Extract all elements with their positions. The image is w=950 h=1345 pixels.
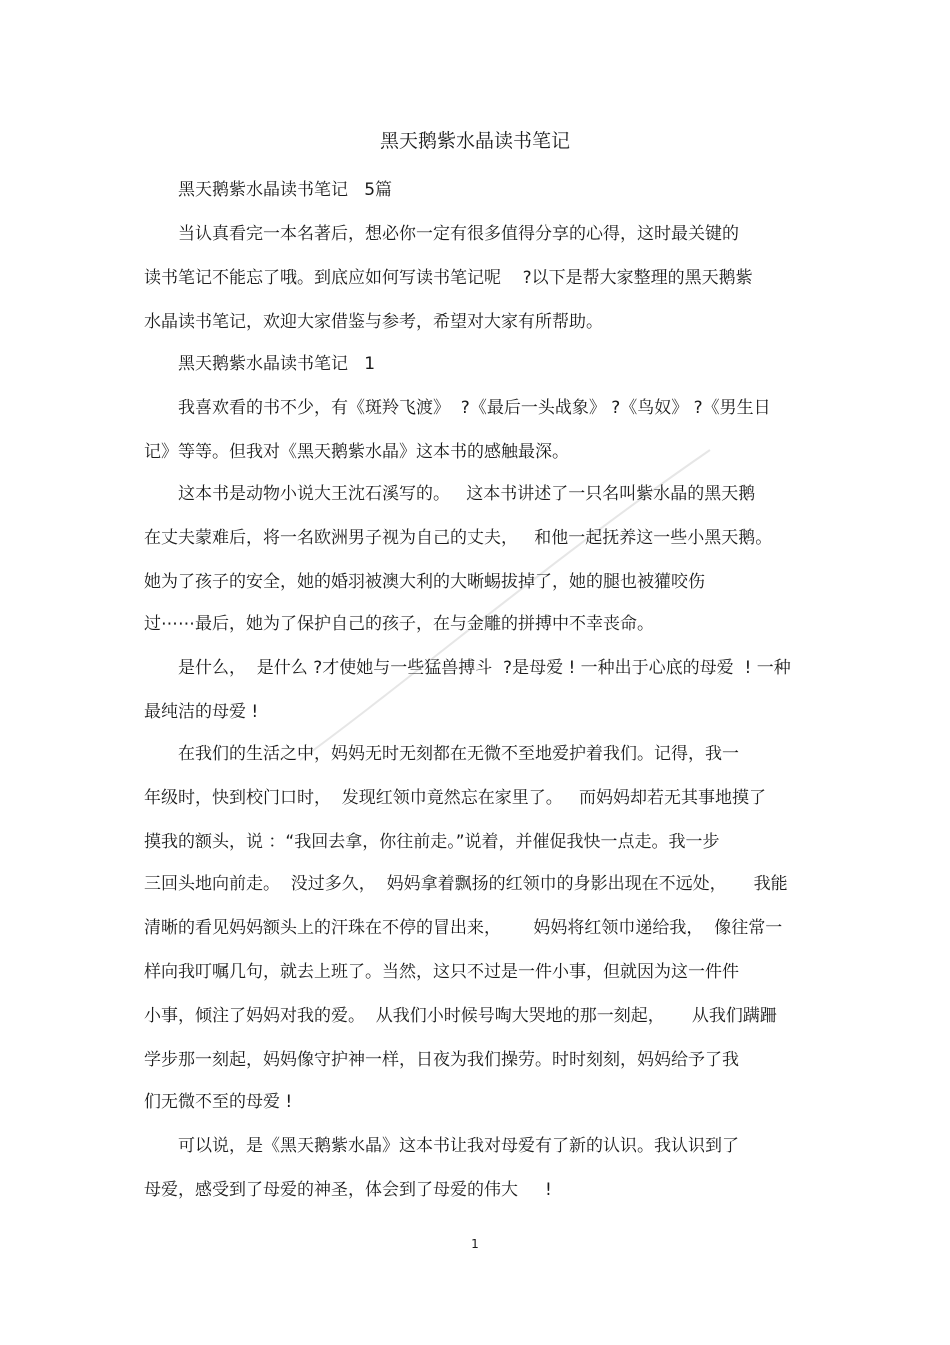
paragraph-line: 样向我叮嘱几句，就去上班了。当然，这只不过是一件小事，但就因为这一件件 <box>144 962 739 982</box>
paragraph-line: 她为了孩子的安全，她的婚羽被澳大利的大晰蜴拔掉了，她的腿也被獾咬伤 <box>144 572 705 592</box>
paragraph-line: 母爱，感受到了母爱的神圣，体会到了母爱的伟大 ! <box>144 1180 552 1200</box>
paragraph-line: 过⋯⋯最后，她为了保护自己的孩子，在与金雕的拼搏中不幸丧命。 <box>144 614 654 634</box>
paragraph-line: 在丈夫蒙难后，将一名欧洲男子视为自己的丈夫， 和他一起抚养这一些小黑天鹅。 <box>144 528 773 548</box>
paragraph-line: 是什么， 是什么 ?才使她与一些猛兽搏斗 ?是母爱 ! 一种出于心底的母爱 ! 一种 <box>178 658 791 678</box>
paragraph-line: 清晰的看见妈妈额头上的汗珠在不停的冒出来， 妈妈将红领巾递给我， 像往常一 <box>144 918 783 938</box>
paragraph-line: 当认真看完一本名著后，想必你一定有很多值得分享的心得，这时最关键的 <box>178 224 739 244</box>
paragraph-line: 最纯洁的母爱 ! <box>144 702 259 722</box>
paragraph-line: 年级时，快到校门口时， 发现红领巾竟然忘在家里了。 而妈妈却若无其事地摸了 <box>144 788 767 808</box>
section-heading: 黑天鹅紫水晶读书笔记 1 <box>178 354 376 374</box>
paragraph-line: 们无微不至的母爱 ! <box>144 1092 293 1112</box>
document-subtitle: 黑天鹅紫水晶读书笔记 5篇 <box>178 180 393 200</box>
paragraph-line: 记》等等。但我对《黑天鹅紫水晶》这本书的感触最深。 <box>144 442 569 462</box>
paragraph-line: 可以说，是《黑天鹅紫水晶》这本书让我对母爱有了新的认识。我认识到了 <box>178 1136 739 1156</box>
paragraph-line: 我喜欢看的书不少，有《斑羚飞渡》 ?《最后一头战象》 ?《鸟奴》 ?《男生日 <box>178 398 771 418</box>
paragraph-line: 水晶读书笔记，欢迎大家借鉴与参考，希望对大家有所帮助。 <box>144 312 603 332</box>
paragraph-line: 摸我的额头，说 ：“我回去拿，你往前走。”说着，并催促我快一点走。我一步 <box>144 832 720 852</box>
page-number: 1 <box>471 1237 479 1251</box>
paragraph-line: 三回头地向前走。 没过多久， 妈妈拿着飘扬的红领巾的身影出现在不远处， 我能 <box>144 874 788 894</box>
document-title: 黑天鹅紫水晶读书笔记 <box>379 130 570 152</box>
paragraph-line: 学步那一刻起，妈妈像守护神一样，日夜为我们操劳。时时刻刻，妈妈给予了我 <box>144 1050 739 1070</box>
paragraph-line: 小事，倾注了妈妈对我的爱。 从我们小时候号啕大哭地的那一刻起， 从我们蹒跚 <box>144 1006 777 1026</box>
paragraph-line: 这本书是动物小说大王沈石溪写的。 这本书讲述了一只名叫紫水晶的黑天鹅 <box>178 484 756 504</box>
paragraph-line: 在我们的生活之中，妈妈无时无刻都在无微不至地爱护着我们。记得，我一 <box>178 744 739 764</box>
paragraph-line: 读书笔记不能忘了哦。到底应如何写读书笔记呢 ?以下是帮大家整理的黑天鹅紫 <box>144 268 753 288</box>
